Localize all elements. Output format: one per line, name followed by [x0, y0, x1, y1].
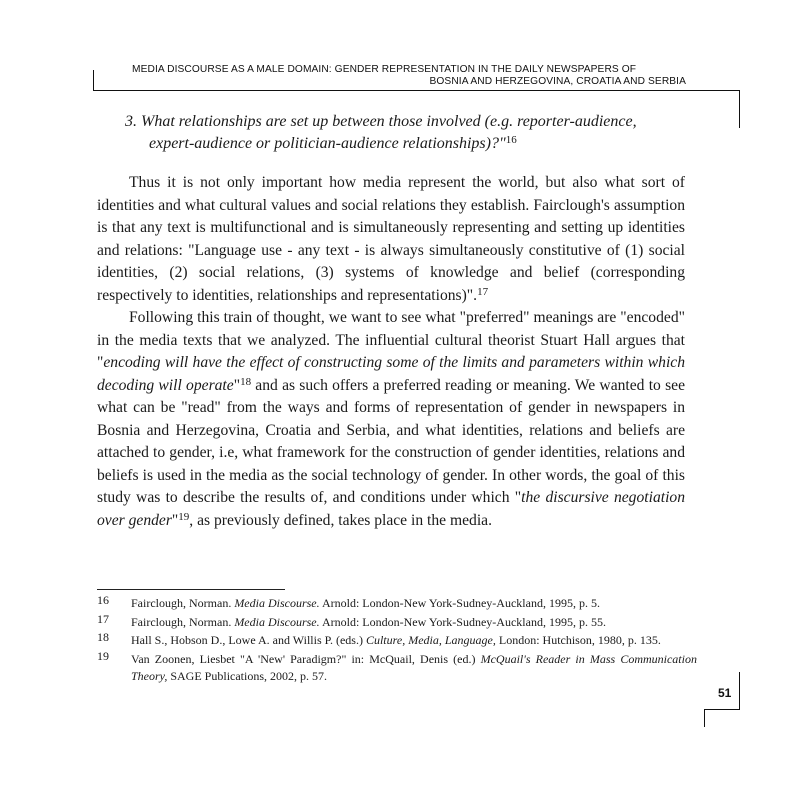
page-number-rule [704, 709, 740, 710]
paragraph-1 [97, 172, 685, 307]
footnote-ref-17: 17 [477, 285, 489, 298]
footnote-text [131, 632, 697, 650]
footnote-title: Culture, Media, Language, [365, 633, 496, 647]
research-question [125, 111, 695, 155]
footnote-text-b: London: Hutchison, 1980, p. 135. [495, 633, 661, 647]
footnote-text-a: Fairclough, Norman. [131, 596, 235, 610]
footnote [97, 611, 697, 632]
footnote-title: Media Discourse. [234, 614, 320, 629]
footnote-title: Media Discourse. [234, 596, 320, 610]
footnote-title: McQuail's Reader in Mass Communication Theory, [131, 651, 697, 683]
paragraph-2-text-e: , as previously defined, takes place in the media. [189, 511, 492, 529]
header-rule [93, 90, 740, 91]
paragraph-2-text-d: " [171, 511, 179, 529]
footnote [97, 632, 697, 650]
footnote-text-b: SAGE Publications, 2002, p. 57. [167, 669, 328, 683]
footnote-number: 17 [97, 611, 109, 626]
footnote-number: 18 [97, 630, 109, 644]
footnote-number: 19 [97, 648, 109, 663]
body-text [97, 172, 685, 532]
paragraph-2-text-b: " [233, 376, 241, 394]
footnote-ref-19: 19 [178, 510, 190, 523]
footnote-text [131, 614, 697, 632]
paragraph-1-text: Thus it is not only important how media represent the world, but also what sort of identities and what cultural values and social relations they establish. Fairclough's assumption is that any text is multifunctional and is simultaneously representing and setting up identities and relations: "Language use - any text - is always simultaneously constitutive of (1) social identities, (2) social relations, (3) systems of knowledge and belief (corresponding respectively to identities, relationships and representations)". [97, 174, 685, 304]
page-number-top-tick [739, 672, 740, 710]
footnote-ref-18: 18 [240, 375, 252, 388]
paragraph-2-text-c: and as such offers a preferred reading or meaning. We wanted to see what can be "read" from the ways and forms of representation of gender in newspapers in Bosnia and Herzegovina, Croatia and Serbia, and what identities, relations and beliefs are attached to gender, i.e, what framework for the construction of gender identities, relations and beliefs is used in the media as the social technology of gender. In other words, the goal of this study was to describe the results of, and conditions under which " [97, 376, 685, 506]
footnote-text-a: Van Zoonen, Liesbet "A 'New' Paradigm?" in: McQuail, Denis (ed.) [131, 651, 481, 666]
footnote-text-b: Arnold: London-New York-Sudney-Auckland, 1995, p. 55. [319, 614, 606, 629]
running-header-line-1: MEDIA DISCOURSE AS A MALE DOMAIN: GENDER REPRESENTATION IN THE DAILY NEWSPAPERS OF [132, 64, 637, 75]
footnote-number: 16 [97, 593, 109, 607]
research-question-line-1: 3. What relationships are set up between those involved (e.g. reporter-audience, [125, 113, 637, 130]
page-number: 51 [718, 686, 732, 700]
header-right-tick [739, 90, 740, 128]
research-question-line-2-text: expert-audience or politician-audience relationships)?" [149, 135, 506, 152]
footnote-text-a: Fairclough, Norman. [131, 614, 235, 629]
footnote [97, 595, 697, 613]
research-question-line-2 [125, 133, 695, 155]
running-header-line-2: BOSNIA AND HERZEGOVINA, CROATIA AND SERBIA [429, 76, 686, 87]
footnote [97, 648, 697, 686]
negotiation-quote: the discursive negotiation over gender [97, 489, 685, 529]
hall-quote: encoding will have the effect of constructing some of the limits and parameters within which decoding will operate [97, 354, 685, 394]
paragraph-2-text-a: Following this train of thought, we want to see what "preferred" meanings are "encoded" in the media texts that we analyzed. The influential cultural theorist Stuart Hall argues that " [97, 309, 685, 371]
footnote-separator [97, 589, 285, 590]
footnotes [97, 595, 697, 687]
footnote-text-b: Arnold: London-New York-Sudney-Auckland, 1995, p. 5. [319, 596, 600, 610]
footnote-ref-16: 16 [505, 134, 517, 146]
paragraph-2 [97, 307, 685, 532]
footnote-text [131, 651, 697, 686]
header-left-tick [93, 70, 94, 91]
running-header [100, 64, 686, 88]
page-number-left-tick [704, 709, 705, 727]
footnote-text-a: Hall S., Hobson D., Lowe A. and Willis P. (eds.) [131, 633, 366, 647]
footnote-text [131, 595, 697, 613]
